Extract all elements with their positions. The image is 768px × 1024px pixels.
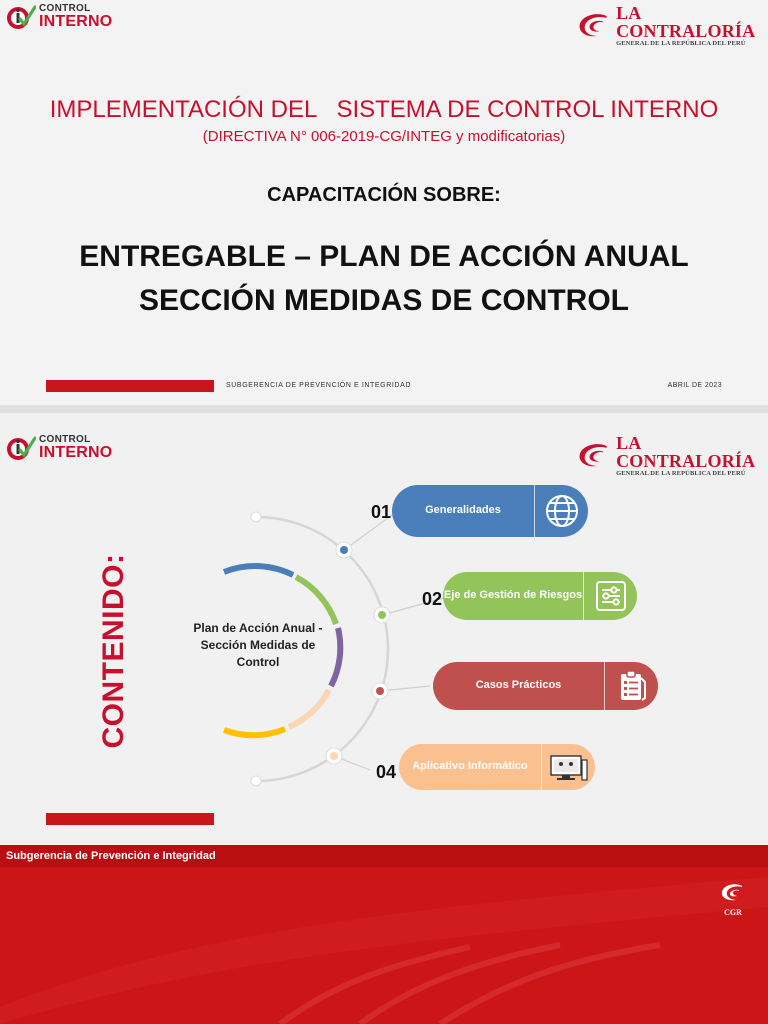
capacitacion-heading: CAPACITACIÓN SOBRE: bbox=[267, 184, 501, 206]
contraloria-swoosh-icon bbox=[576, 11, 612, 41]
ring-segment-peach bbox=[289, 690, 329, 727]
ring-segment-yellow bbox=[224, 729, 285, 735]
contraloria-subtitle: GENERAL DE LA REPÚBLICA DEL PERÚ bbox=[616, 470, 746, 477]
connector-dot-02-core bbox=[378, 611, 386, 619]
slide-title: IMPLEMENTACIÓN DEL SISTEMA DE CONTROL INTERNO bbox=[49, 96, 719, 123]
cgr-footer-text: CGR bbox=[724, 908, 742, 917]
slide-separator bbox=[0, 405, 768, 413]
item-casos-practicos[interactable] bbox=[433, 662, 658, 710]
item-label: Generalidades bbox=[425, 504, 501, 517]
arc-end-dot bbox=[251, 776, 261, 786]
item-label: Casos Prácticos bbox=[475, 679, 562, 692]
slide-subtitle: (DIRECTIVA N° 006-2019-CG/INTEG y modificatorias) bbox=[202, 128, 566, 145]
item-aplicativo-informatico[interactable] bbox=[399, 744, 595, 790]
footer-swoosh-pattern bbox=[0, 867, 768, 1024]
cgr-swoosh-icon bbox=[720, 883, 746, 901]
connector-dot-01-core bbox=[340, 546, 348, 554]
ring-segment-blue bbox=[224, 566, 293, 575]
item-number-01: 01 bbox=[371, 502, 392, 522]
slide-footer-date: ABRIL DE 2023 bbox=[667, 382, 722, 389]
ring-segment-green bbox=[296, 577, 336, 624]
accent-bar-2 bbox=[46, 813, 214, 825]
logo-text-control: CONTROL bbox=[39, 3, 91, 14]
title-slide bbox=[0, 0, 768, 405]
logo-text-interno: INTERNO bbox=[39, 13, 113, 30]
slide-footer-unit: SUBGERENCIA DE PREVENCIÓN E INTEGRIDAD bbox=[226, 382, 411, 389]
plan-center-label: Plan de Acción Anual - Sección Medidas de Control bbox=[193, 621, 323, 669]
item-generalidades[interactable] bbox=[392, 485, 588, 537]
item-label: Eje de Gestión de Riesgos bbox=[443, 589, 583, 602]
connector-dot-03-core bbox=[376, 687, 384, 695]
item-number-04: 04 bbox=[376, 762, 397, 782]
item-label: Aplicativo Informático bbox=[412, 760, 528, 773]
computer-icon bbox=[541, 744, 595, 790]
footer-label: Subgerencia de Prevención e Integridad bbox=[6, 850, 216, 862]
control-interno-check-icon bbox=[6, 2, 36, 32]
accent-bar bbox=[46, 380, 214, 392]
globe-icon bbox=[534, 485, 588, 537]
logo-text-interno: INTERNO bbox=[39, 444, 113, 461]
contenido-heading: CONTENIDO: bbox=[97, 553, 130, 749]
sliders-icon bbox=[583, 572, 637, 620]
cgr-footer-logo bbox=[718, 883, 748, 917]
ring-segment-purple bbox=[331, 628, 340, 686]
connector-dot-04-core bbox=[330, 752, 338, 760]
entregable-line-2: SECCIÓN MEDIDAS DE CONTROL bbox=[138, 284, 630, 317]
arc-end-dot bbox=[251, 512, 261, 522]
item-eje-gestion-riesgos[interactable] bbox=[443, 572, 637, 620]
logo-text-control: CONTROL bbox=[39, 434, 91, 445]
item-number-02: 02 bbox=[422, 589, 443, 609]
contraloria-name: LA CONTRALORÍA bbox=[616, 3, 756, 41]
footer-band bbox=[0, 845, 768, 1024]
checklist-icon bbox=[604, 662, 658, 710]
control-interno-logo bbox=[6, 2, 112, 32]
contraloria-logo bbox=[576, 4, 768, 48]
entregable-line-1: ENTREGABLE – PLAN DE ACCIÓN ANUAL bbox=[79, 240, 689, 273]
contraloria-subtitle: GENERAL DE LA REPÚBLICA DEL PERÚ bbox=[616, 40, 746, 47]
contraloria-name: LA CONTRALORÍA bbox=[616, 433, 756, 471]
